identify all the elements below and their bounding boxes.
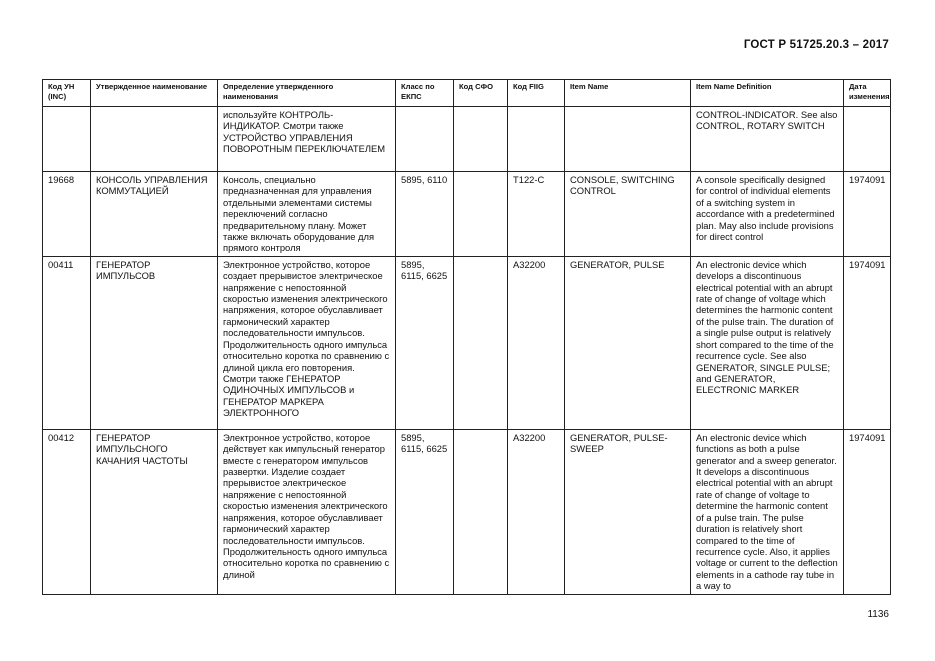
cell-approved-name: КОНСОЛЬ УПРАВЛЕНИЯ КОММУТАЦИЕЙ [91,172,218,257]
cell-class: 5895, 6115, 6625 [396,256,454,429]
cell-class [396,107,454,172]
cell-item-definition: An electronic device which develops a discontinuous electrical potential with an abrupt rate of change of voltage which determines the harmonic content of the pulse train. The duration of a single pulse output is relatively short compared to the time of the recurrence cycle. See also GENERATOR, SINGLE PULSE; and GENERATOR, ELECTRONIC MARKER [691,256,844,429]
cell-fiig: T122-C [508,172,565,257]
table-row [43,256,891,429]
cell-date: 1974091 [844,429,891,594]
cell-definition: Консоль, специально предназначенная для управления отдельными элементами системы переключений согласно предварительному плану. Может также включать оборудование для прямого контроля [218,172,396,257]
cell-fiig: A32200 [508,429,565,594]
table-row [43,107,891,172]
cell-item-name: GENERATOR, PULSE [565,256,691,429]
document-standard-code: ГОСТ Р 51725.20.3 – 2017 [743,39,889,51]
col-header-item-definition: Item Name Definition [691,80,844,107]
cell-item-name [565,107,691,172]
table-header-row [43,80,891,107]
cell-item-definition: A console specifically designed for control of individual elements of a switching system in accordance with a predetermined plan. May also include provisions for direct control [691,172,844,257]
cell-sfo [454,256,508,429]
table-row [43,429,891,594]
col-header-fiig: Код FIIG [508,80,565,107]
cell-inc: 00411 [43,256,91,429]
cell-date: 1974091 [844,172,891,257]
col-header-inc: Код УН (INC) [43,80,91,107]
cell-date: 1974091 [844,256,891,429]
cell-definition: используйте КОНТРОЛЬ-ИНДИКАТОР. Смотри также УСТРОЙСТВО УПРАВЛЕНИЯ ПОВОРОТНЫМ ПЕРЕКЛЮЧАТЕЛЕМ [218,107,396,172]
cell-item-name: GENERATOR, PULSE-SWEEP [565,429,691,594]
col-header-definition: Определение утвержденного наименования [218,80,396,107]
col-header-approved-name: Утвержденное наименование [91,80,218,107]
cell-definition: Электронное устройство, которое действует как импульсный генератор вместе с генератором импульсов развертки. Изделие создает прерывистое электрическое напряжение с непостоянной скоростью изменения электрического напряжения, которое обуславливает гармонический характер последовательности импульсов. Продолжительность одного импульса относительно коротка по сравнению с длиной [218,429,396,594]
cell-sfo [454,172,508,257]
cell-inc: 19668 [43,172,91,257]
cell-approved-name: ГЕНЕРАТОР ИМПУЛЬСОВ [91,256,218,429]
cell-date [844,107,891,172]
col-header-item-name: Item Name [565,80,691,107]
cell-approved-name: ГЕНЕРАТОР ИМПУЛЬСНОГО КАЧАНИЯ ЧАСТОТЫ [91,429,218,594]
table-row [43,172,891,257]
nomenclature-table [42,79,891,595]
cell-item-definition: CONTROL-INDICATOR. See also CONTROL, ROTARY SWITCH [691,107,844,172]
cell-item-definition: An electronic device which functions as both a pulse generator and a sweep generator. It develops a discontinuous electrical potential with an abrupt rate of change of voltage to determine the harmonic content of a pulse train. The pulse duration is relatively short compared to the time of recurrence cycle. Also, it applies voltage or current to the deflection elements in a cathode ray tube in a way to [691,429,844,594]
cell-class: 5895, 6115, 6625 [396,429,454,594]
col-header-class: Класс по ЕКПС [396,80,454,107]
cell-sfo [454,429,508,594]
cell-inc [43,107,91,172]
page-number: 1136 [867,609,889,620]
cell-fiig: A32200 [508,256,565,429]
cell-approved-name [91,107,218,172]
cell-fiig [508,107,565,172]
cell-class: 5895, 6110 [396,172,454,257]
cell-inc: 00412 [43,429,91,594]
col-header-date: Дата изменения [844,80,891,107]
cell-sfo [454,107,508,172]
cell-item-name: CONSOLE, SWITCHING CONTROL [565,172,691,257]
cell-definition: Электронное устройство, которое создает прерывистое электрическое напряжение с непостоянной скоростью изменения электрического напряжения, которое обуславливает гармонический характер последовательности импульсов. Продолжительность одного импульса относительно коротка по сравнению с длиной цикла его повторения. Смотри также ГЕНЕРАТОР ОДИНОЧНЫХ ИМПУЛЬСОВ и ГЕНЕРАТОР МАРКЕРА ЭЛЕКТРОННОГО [218,256,396,429]
col-header-sfo: Код СФО [454,80,508,107]
